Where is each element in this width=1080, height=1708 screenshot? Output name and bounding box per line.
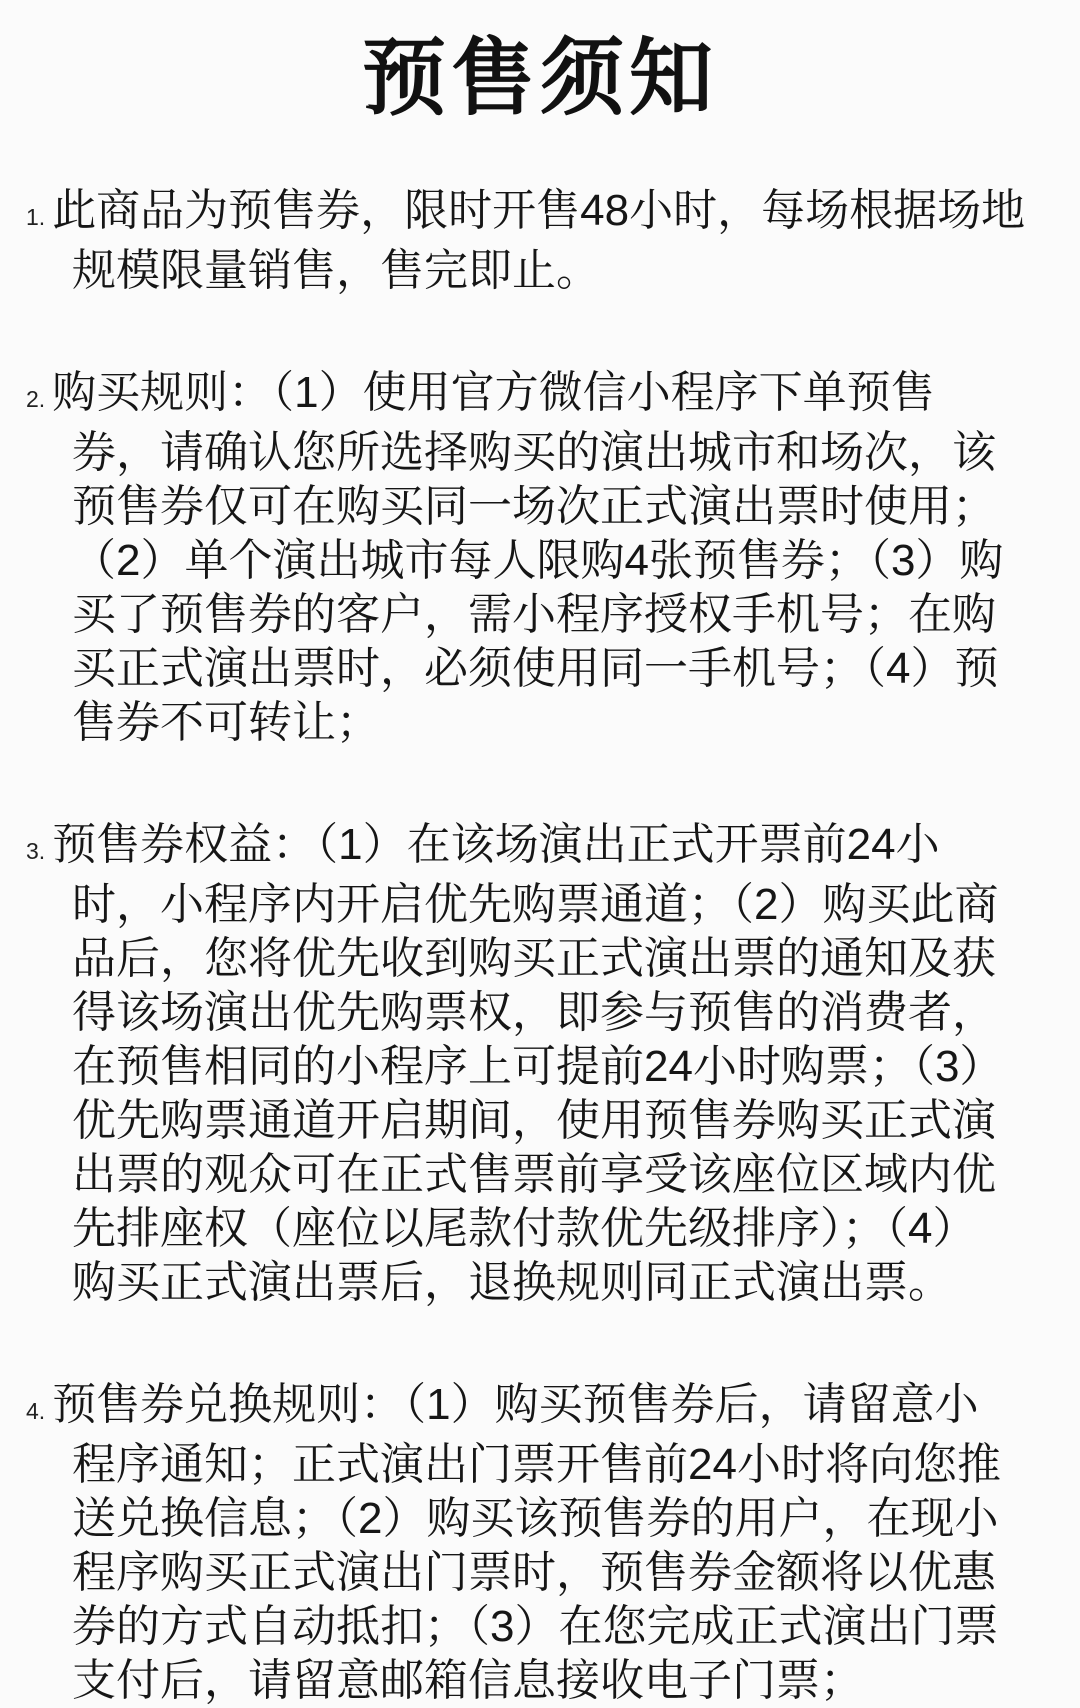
item-line: [0, 184, 1080, 244]
item-line: 送兑换信息；（2）购买该预售券的用户，在现小: [72, 1494, 999, 1543]
notice-item-3: [0, 818, 1080, 1310]
item-line: [0, 366, 1080, 426]
item-line: 支付后，请留意邮箱信息接收电子门票；: [72, 1656, 864, 1705]
item-line-text: 预售券兑换规则：（1）购买预售券后，请留意小: [52, 1380, 979, 1429]
item-number: 3.: [26, 838, 46, 864]
item-line: 优先购票通道开启期间，使用预售券购买正式演: [72, 1096, 996, 1145]
item-line: 品后，您将优先收到购买正式演出票的通知及获: [72, 934, 996, 983]
item-line: 券，请确认您所选择购买的演出城市和场次，该: [72, 428, 996, 477]
item-line-text: 预售券权益：（1）在该场演出正式开票前24小: [52, 820, 940, 869]
item-number: 2.: [26, 386, 46, 412]
item-line: 出票的观众可在正式售票前享受该座位区域内优: [72, 1150, 996, 1199]
item-line: 买正式演出票时，必须使用同一手机号；（4）预: [72, 644, 999, 693]
page-title: 预售须知: [361, 31, 718, 125]
item-line: 买了预售券的客户，需小程序授权手机号；在购: [72, 590, 996, 639]
item-line: 在预售相同的小程序上可提前24小时购票；（3）: [72, 1042, 1004, 1091]
item-line: 规模限量销售，售完即止。: [72, 246, 600, 295]
item-line: 预售券仅可在购买同一场次正式演出票时使用；: [72, 482, 996, 531]
item-line: 程序通知；正式演出门票开售前24小时将向您推: [72, 1440, 1001, 1489]
notice-list: [0, 184, 1080, 1708]
item-line: 售券不可转让；: [72, 698, 380, 747]
item-line: 购买正式演出票后，退换规则同正式演出票。: [72, 1258, 952, 1307]
item-line: [0, 818, 1080, 878]
item-line: 得该场演出优先购票权，即参与预售的消费者，: [72, 988, 996, 1037]
item-line: （2）单个演出城市每人限购4张预售券；（3）购: [72, 536, 1004, 585]
item-line: 先排座权（座位以尾款付款优先级排序）；（4）: [72, 1204, 977, 1253]
item-line-text: 购买规则：（1）使用官方微信小程序下单预售: [52, 368, 935, 417]
notice-item-2: [0, 366, 1080, 750]
notice-item-1: [0, 184, 1080, 298]
item-line: 时，小程序内开启优先购票通道；（2）购买此商: [72, 880, 999, 929]
item-number: 1.: [26, 204, 46, 230]
notice-item-4: [0, 1378, 1080, 1708]
item-line: [0, 1378, 1080, 1438]
item-line: 程序购买正式演出门票时，预售券金额将以优惠: [72, 1548, 996, 1597]
item-number: 4.: [26, 1398, 46, 1424]
item-line-text: 此商品为预售券，限时开售48小时，每场根据场地: [52, 186, 1026, 235]
item-line: 券的方式自动抵扣；（3）在您完成正式演出门票: [72, 1602, 999, 1651]
